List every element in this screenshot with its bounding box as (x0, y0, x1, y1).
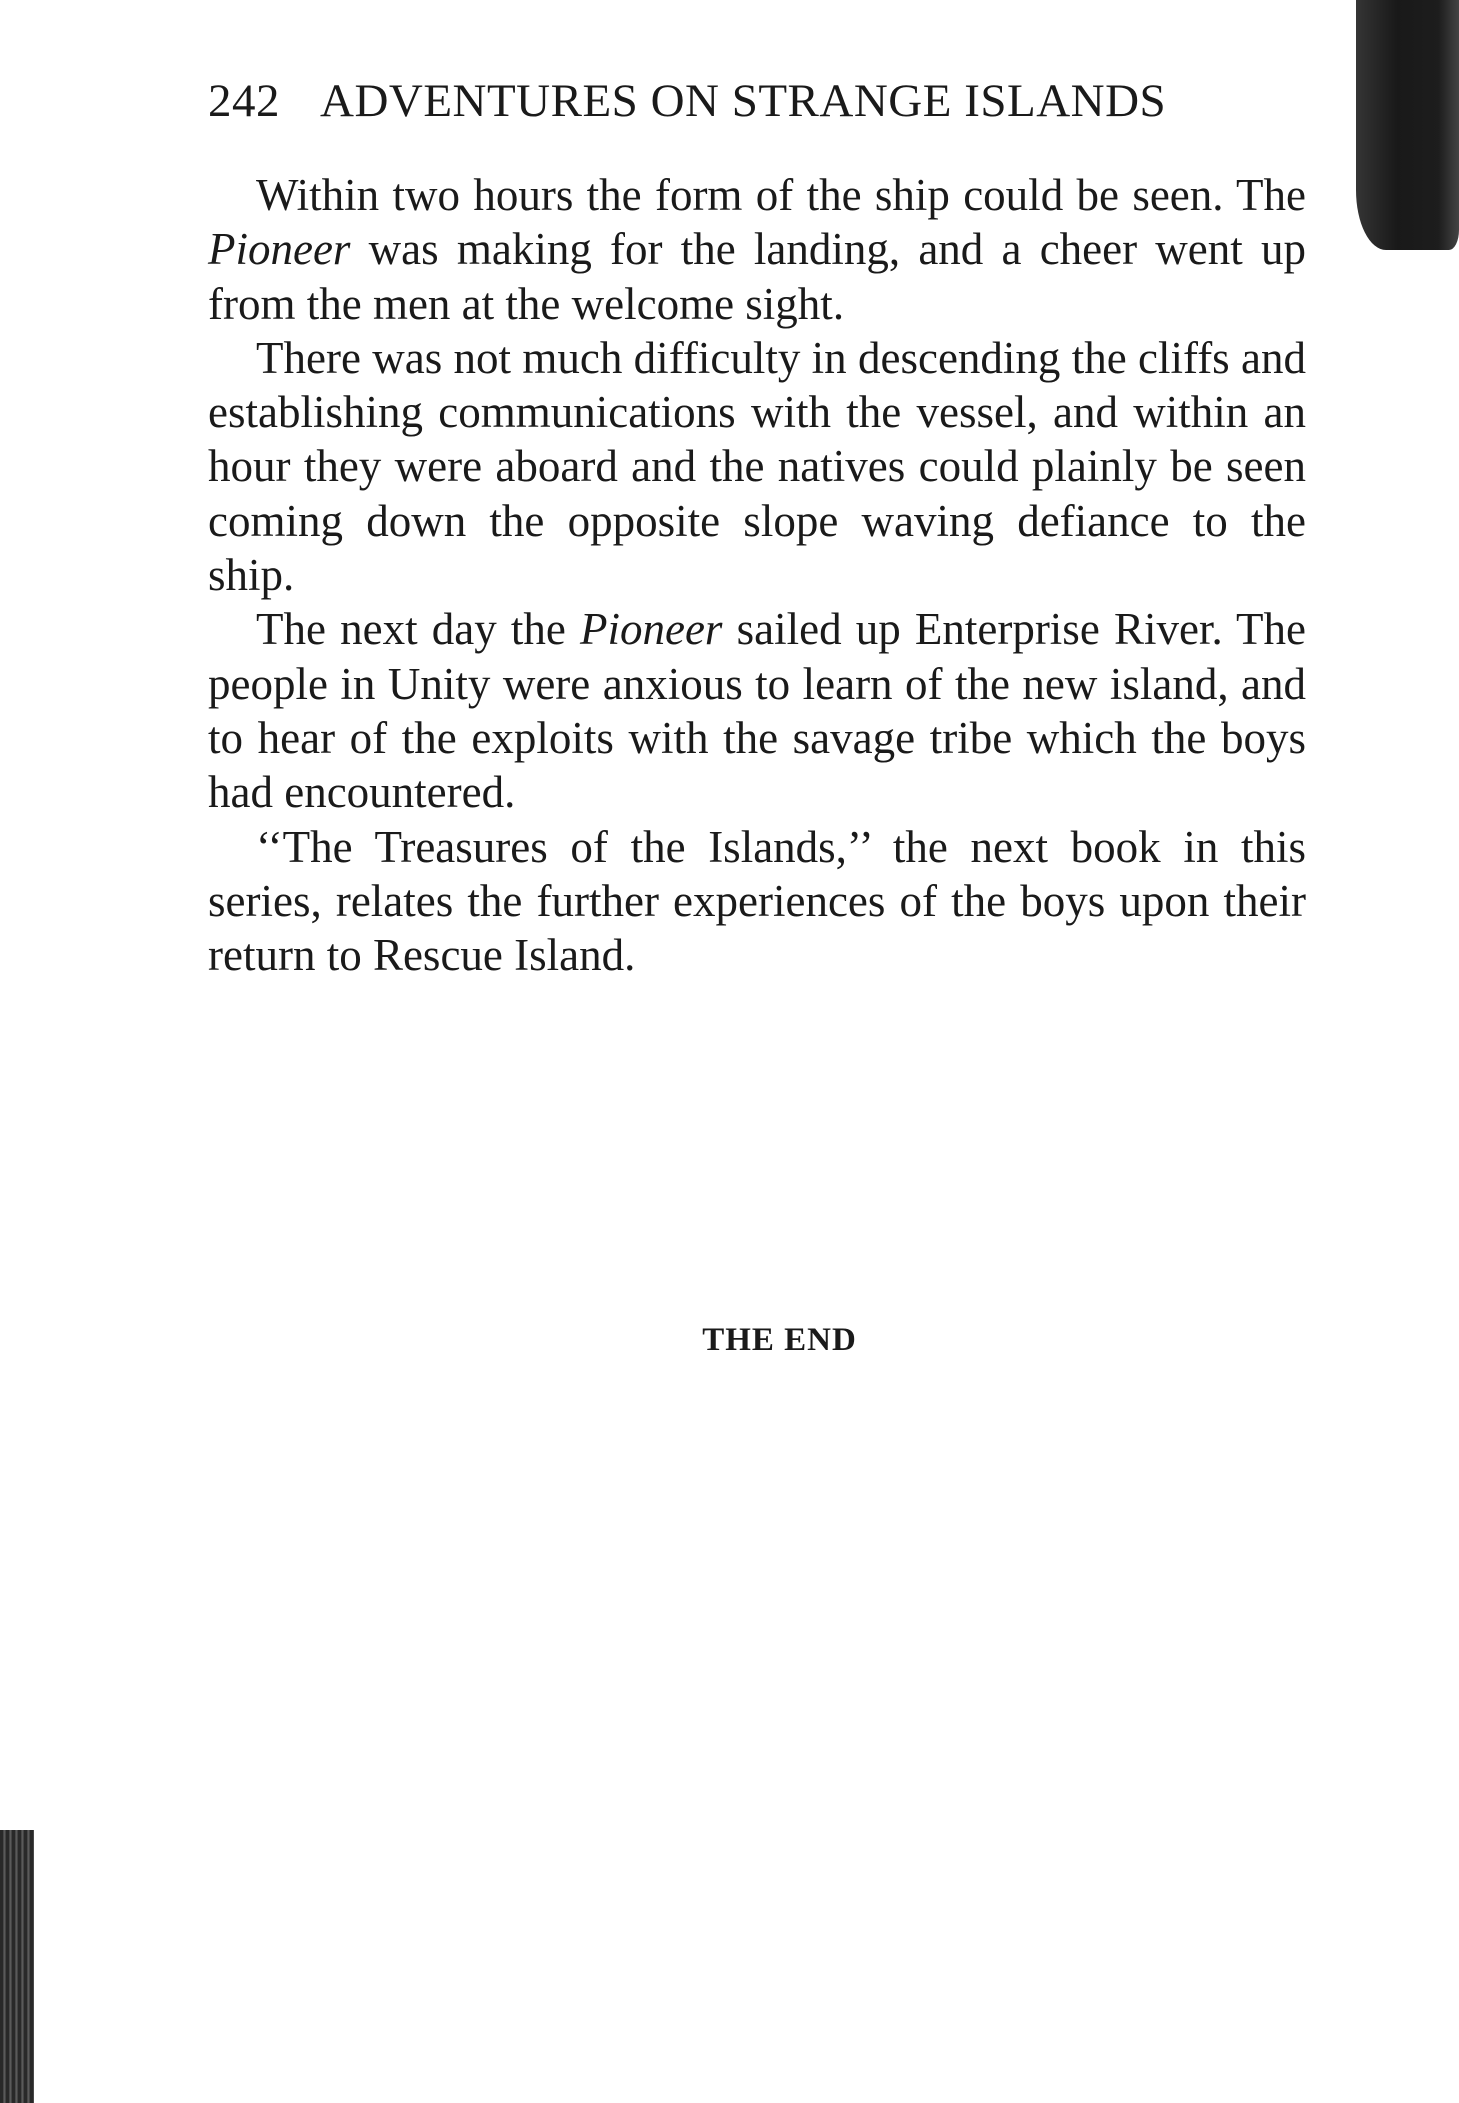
paragraph-1-text-a: Within two hours the form of the ship could be seen. The (256, 170, 1306, 220)
scan-shadow-top-right (1356, 0, 1459, 250)
paragraph-3 (208, 602, 1306, 819)
paragraph-1-text-b: was making for the landing, and a cheer went up from the men at the welcome sight. (208, 224, 1306, 329)
paragraph-4: ‘‘The Treasures of the Islands,’’ the next book in this series, relates the further experiences of the boys upon their return to Rescue Island. (208, 821, 1306, 981)
paragraph-3-text-a: The next day the (256, 604, 580, 655)
scan-shadow-bottom-left (0, 1830, 34, 2103)
the-end-label: THE END (702, 1322, 857, 1358)
body-text (208, 168, 1306, 982)
paragraph-2: There was not much difficulty in descending the cliffs and establishing communications with the vessel, and within an hour they were aboard and the natives could plainly be seen coming down the opposite slope waving defiance to the ship. (208, 332, 1306, 601)
paragraph-3-text-b: sailed up Enterprise River. The people in Unity were anxious to learn of the new island, and to hear of the exploits with the savage tribe which the boys had encountered. (208, 604, 1306, 818)
ship-name-italic: Pioneer (580, 604, 723, 655)
page-number: 242 (208, 75, 280, 127)
paragraph-1 (208, 168, 1306, 331)
running-header (208, 74, 1288, 128)
ship-name-italic: Pioneer (208, 224, 351, 275)
running-title: ADVENTURES ON STRANGE ISLANDS (320, 75, 1167, 127)
